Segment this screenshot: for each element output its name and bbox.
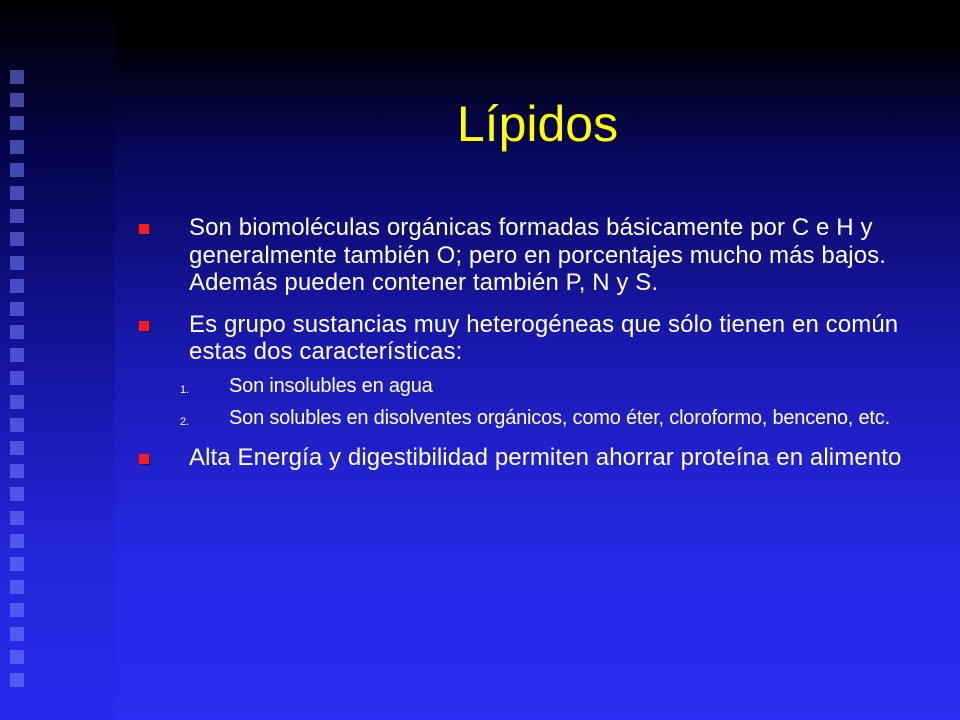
item-number: 1. bbox=[180, 383, 189, 396]
decorative-square bbox=[10, 487, 24, 501]
decorative-square bbox=[10, 395, 24, 409]
decorative-square bbox=[10, 325, 24, 339]
bullet-text: Es grupo sustancias muy heterogéneas que sólo tienen en común estas dos características: bbox=[189, 310, 899, 365]
numbered-item bbox=[132, 374, 932, 398]
decorative-squares bbox=[6, 70, 28, 696]
decorative-square bbox=[10, 580, 24, 594]
bullet-text: Alta Energía y digestibilidad permiten ahorrar proteína en alimento bbox=[189, 443, 902, 471]
numbered-item-text: Son solubles en disolventes orgánicos, como éter, cloroformo, benceno, etc. bbox=[229, 406, 890, 429]
decorative-square bbox=[10, 232, 24, 246]
decorative-square bbox=[10, 93, 24, 107]
side-decoration-band bbox=[0, 0, 115, 720]
decorative-square bbox=[10, 464, 24, 478]
decorative-square bbox=[10, 441, 24, 455]
numbered-item-text: Son insolubles en agua bbox=[229, 374, 433, 397]
bullet-item bbox=[132, 311, 932, 366]
bullet-item bbox=[132, 444, 932, 472]
decorative-square bbox=[10, 116, 24, 130]
square-bullet-icon bbox=[139, 321, 149, 331]
bullet-item bbox=[132, 214, 932, 297]
decorative-square bbox=[10, 302, 24, 316]
square-bullet-icon bbox=[139, 454, 149, 464]
decorative-square bbox=[10, 603, 24, 617]
decorative-square bbox=[10, 163, 24, 177]
decorative-square bbox=[10, 186, 24, 200]
square-bullet-icon bbox=[139, 224, 149, 234]
numbered-item bbox=[132, 406, 932, 430]
decorative-square bbox=[10, 650, 24, 664]
decorative-square bbox=[10, 140, 24, 154]
decorative-square bbox=[10, 511, 24, 525]
decorative-square bbox=[10, 371, 24, 385]
decorative-square bbox=[10, 70, 24, 84]
item-number: 2. bbox=[180, 415, 189, 428]
decorative-square bbox=[10, 418, 24, 432]
numbered-sublist bbox=[132, 374, 932, 430]
decorative-square bbox=[10, 279, 24, 293]
decorative-square bbox=[10, 627, 24, 641]
slide-title: Lípidos bbox=[456, 96, 619, 152]
decorative-square bbox=[10, 348, 24, 362]
decorative-square bbox=[10, 256, 24, 270]
bullet-text: Son biomoléculas orgánicas formadas básicamente por C e H y generalmente también O; pero en porcentajes mucho más bajos. Además pueden contener también P, N y S. bbox=[189, 214, 887, 296]
decorative-square bbox=[10, 209, 24, 223]
decorative-square bbox=[10, 534, 24, 548]
decorative-square bbox=[10, 557, 24, 571]
slide-content bbox=[132, 214, 932, 485]
decorative-square bbox=[10, 673, 24, 687]
